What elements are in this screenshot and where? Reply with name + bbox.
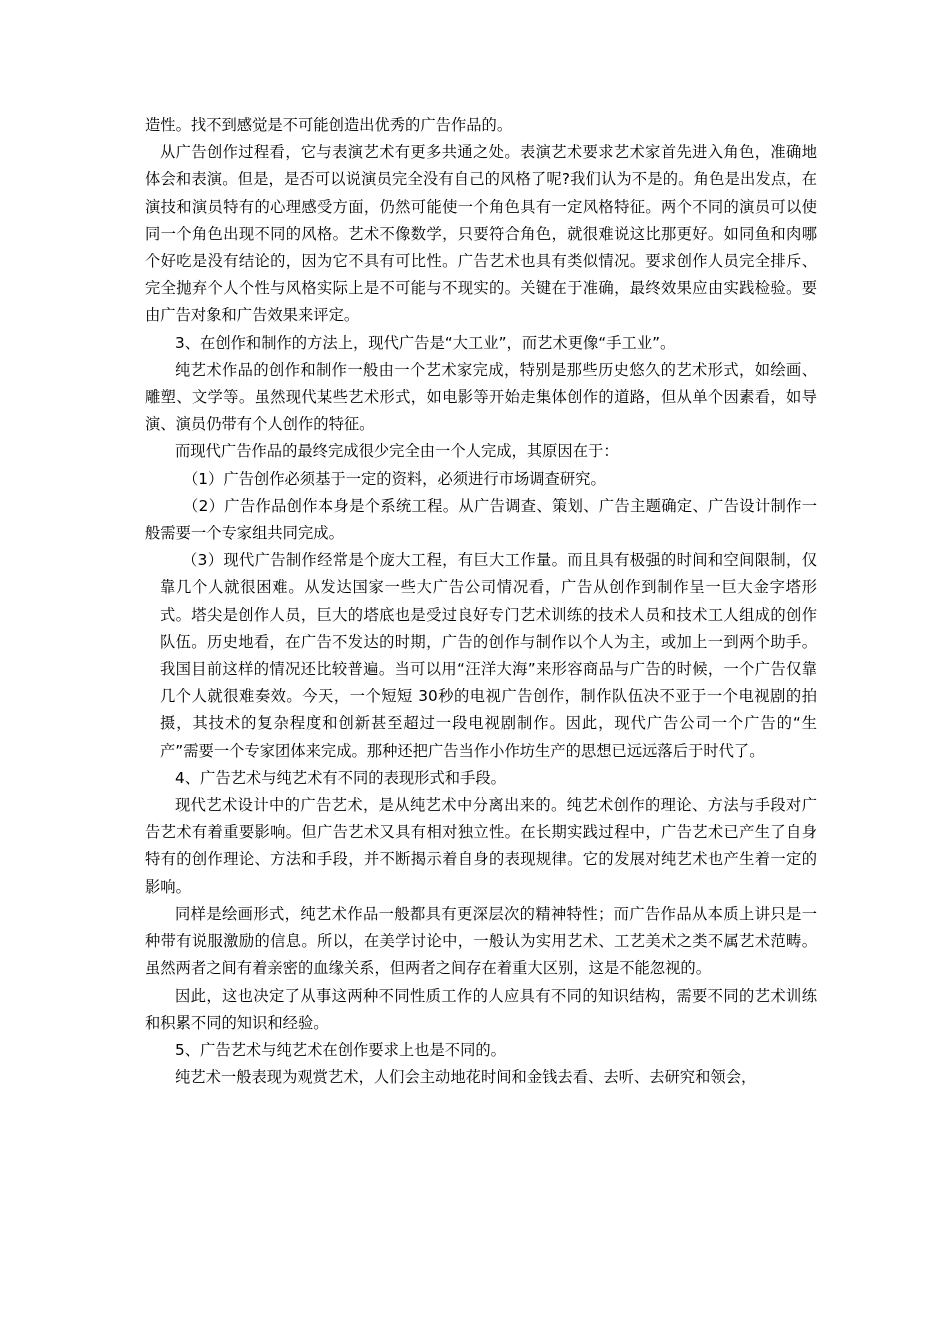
paragraph-performance-art: 从广告创作过程看，它与表演艺术有更多共通之处。表演艺术要求艺术家首先进入角色，准确地体会和表演。但是，是否可以说演员完全没有自己的风格了呢?我们认为不是的。角色是出发点，在演技和演员特有的心理感受方面，仍然可能使一个角色具有一定风格特征。两个不同的演员可以使同一个角色出现不同的风格。艺术不像数学，只要符合角色，就很难说这比那更好。如同鱼和肉哪个好吃是没有结论的，因为它不具有可比性。广告艺术也具有类似情况。要求创作人员完全排斥、完全抛弃个人个性与风格实际上是不可能与不现实的。关键在于准确，最终效果应由实践检验。要由广告对象和广告效果来评定。 bbox=[145, 143, 817, 325]
section-heading-5: 5、广告艺术与纯艺术在创作要求上也是不同的。 bbox=[175, 1040, 506, 1059]
list-item-1: （1）广告创作必须基于一定的资料，必须进行市场调查研究。 bbox=[183, 469, 606, 488]
paragraph-painting-form: 同样是绘画形式，纯艺术作品一般都具有更深层次的精神特性；而广告作品从本质上讲只是一种带有说服激励的信息。所以，在美学讨论中，一般认为实用艺术、工艺美术之类不属艺术范畴。虽然两者之间有着亲密的血缘关系，但两者之间存在着重大区别，这是不能忽视的。 bbox=[145, 904, 817, 978]
section-heading-3: 3、在创作和制作的方法上，现代广告是“大工业”，而艺术更像“手工业”。 bbox=[175, 333, 676, 352]
paragraph-modern-design: 现代艺术设计中的广告艺术，是从纯艺术中分离出来的。纯艺术创作的理论、方法与手段对广告艺术有着重要影响。但广告艺术又具有相对独立性。在长期实践过程中，广告艺术已产生了自身特有的创作理论、方法和手段，并不断揭示着自身的表现规律。它的发展对纯艺术也产生着一定的影响。 bbox=[145, 796, 817, 896]
section-heading-4: 4、广告艺术与纯艺术有不同的表现形式和手段。 bbox=[175, 768, 506, 787]
paragraph-pure-art-creation: 纯艺术作品的创作和制作一般由一个艺术家完成，特别是那些历史悠久的艺术形式，如绘画、雕塑、文学等。虽然现代某些艺术形式，如电影等开始走集体创作的道路，但从单个因素看，如导演、演员仍带有个人创作的特征。 bbox=[145, 360, 817, 434]
document-body bbox=[145, 112, 817, 1091]
list-item-3: （3）现代广告制作经常是个庞大工程，有巨大工作量。而且具有极强的时间和空间限制，仅靠几个人就很困难。从发达国家一些大广告公司情况看，广告从创作到制作呈一巨大金字塔形式。塔尖是创作人员，巨大的塔底也是受过良好专门艺术训练的技术人员和技术工人组成的创作队伍。历史地看，在广告不发达的时期，广告的创作与制作以个人为主，或加上一到两个助手。我国目前这样的情况还比较普遍。当可以用“汪洋大海”来形容商品与广告的时候，一个广告仅靠几个人就很难奏效。今天，一个短短 30秒的电视广告创作，制作队伍决不亚于一个电视剧的拍摄，其技术的复杂程度和创新甚至超过一段电视剧制作。因此，现代广告公司一个广告的“生产”需要一个专家团体来完成。那种还把广告当作小作坊生产的思想已远远落后于时代了。 bbox=[160, 551, 817, 760]
list-item-2: （2）广告作品创作本身是个系统工程。从广告调查、策划、广告主题确定、广告设计制作一般需要一个专家组共同完成。 bbox=[145, 496, 817, 543]
paragraph-viewing-art: 纯艺术一般表现为观赏艺术，人们会主动地花时间和金钱去看、去听、去研究和领会， bbox=[175, 1068, 757, 1087]
paragraph-continuation: 造性。找不到感觉是不可能创造出优秀的广告作品的。 bbox=[145, 116, 513, 134]
paragraph-knowledge-structure: 因此，这也决定了从事这两种不同性质工作的人应具有不同的知识结构，需要不同的艺术训练和积累不同的知识和经验。 bbox=[145, 986, 817, 1032]
paragraph-reasons-intro: 而现代广告作品的最终完成很少完全由一个人完成，其原因在于： bbox=[175, 442, 619, 461]
